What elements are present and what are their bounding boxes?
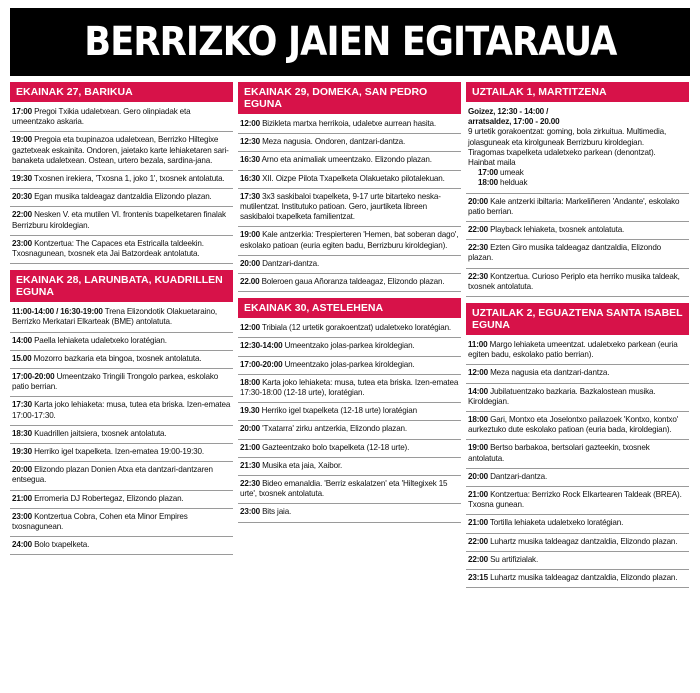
- event-item: [466, 337, 689, 365]
- event-text: helduak: [497, 178, 528, 188]
- event-text: Txosnen irekiera, 'Txosna 1, joko 1', txosnek antolatuta.: [33, 174, 225, 184]
- event-item: [466, 222, 689, 240]
- event-line: [468, 117, 687, 127]
- event-item: [466, 552, 689, 570]
- event-text: Kale antzerki ibiltaria: Markeliñeren 'Andante', eskolako patio berrian.: [468, 196, 680, 216]
- title-banner: [10, 8, 690, 76]
- event-time: 12:00: [240, 323, 260, 333]
- event-item: [238, 152, 461, 170]
- event-item: [466, 440, 689, 468]
- event-item: [466, 570, 689, 588]
- event-time: 22:30: [468, 271, 488, 281]
- event-text: Umeentzako Tringili Trongolo parkea, eskolako patio berrian.: [12, 372, 219, 392]
- event-text: Umeentzako jolas-parkea kiroldegian.: [284, 359, 415, 369]
- event-line: [468, 168, 687, 178]
- event-time: 21:00: [468, 518, 488, 528]
- event-time: 20:00: [12, 465, 32, 475]
- event-text: Mozorro bazkaria eta bingoa, txosnek antolatuta.: [33, 353, 202, 363]
- event-text: Ezten Giro musika taldeagaz dantzaldia, Elizondo plazan.: [468, 243, 662, 263]
- event-text: Musika eta jaia, Xaibor.: [262, 460, 343, 470]
- event-time: 22:30: [240, 479, 260, 489]
- event-item: [10, 537, 233, 555]
- event-time: 23:00: [240, 507, 260, 517]
- event-text: Kontzertua Cobra, Cohen eta Minor Empires txosnagunean.: [12, 511, 188, 532]
- event-item: [466, 469, 689, 487]
- event-time: 18:00: [240, 377, 260, 387]
- event-text: XII. Oizpe Pilota Txapelketa Olakuetako pilotalekuan.: [262, 173, 445, 183]
- event-text: Arno eta animaliak umeentzako. Elizondo plazan.: [261, 155, 432, 165]
- event-item: [10, 236, 233, 264]
- event-item: [466, 365, 689, 383]
- event-item: [10, 351, 233, 369]
- event-text: Kontzertua: The Capaces eta Estricalla taldeekin. Txosnagunean, txosnek eta Jai Batzordeak antolatuta.: [12, 238, 204, 259]
- event-item: [466, 194, 689, 222]
- event-time: arratsaldez, 17:00 - 20.00: [468, 117, 560, 127]
- event-text: Bideo emanaldia. 'Berriz eskalatzen' eta 'Hiltegixek 15 urte', txosnek antolatuta.: [240, 479, 448, 499]
- event-time: 17:30: [240, 191, 260, 201]
- event-text: Gari, Montxo eta Joselontxo pailazoek 'Kontxo, kontxo' aurkeztuko dute eskolako patioan (euria bada, kiroldegian).: [468, 415, 679, 435]
- event-item: [10, 444, 233, 462]
- event-text: Trena Elizondotik Olakuetaraino, Berrizko Merkatari Elkarteak (BME) antolatuta.: [12, 307, 218, 327]
- event-item: [466, 487, 689, 515]
- event-time: 20:00: [468, 471, 488, 481]
- day-header: UZTAILAK 1, MARTITZENA: [466, 82, 689, 102]
- event-text: Kontzertua. Curioso Periplo eta herriko musika taldeak, txosnek antolatuta.: [468, 271, 680, 291]
- event-item: [238, 375, 461, 403]
- event-time: 18:00: [478, 178, 498, 188]
- event-text: Umeentzako jolas-parkea kiroldegian.: [284, 341, 415, 351]
- event-text: Erromeria DJ Robertegaz, Elizondo plazan.: [34, 493, 184, 503]
- event-time: 21:30: [240, 460, 260, 470]
- event-time: 19:00: [240, 230, 260, 240]
- event-item: [10, 397, 233, 425]
- event-text: Egan musika taldeagaz dantzaldia Elizondo plazan.: [34, 192, 212, 202]
- event-text: Bertso barbakoa, bertsolari gazteekin, txosnek antolatuta.: [468, 443, 650, 463]
- event-time: 17:30: [12, 400, 32, 410]
- event-item: [238, 189, 461, 228]
- event-text: Margo lehiaketa umeentzat. udaletxeko parkean (euria egiten badu, eskolako patio berrian).: [468, 340, 678, 360]
- event-text: Kuadrillen jaitsiera, txosnek antolatuta.: [34, 428, 167, 438]
- event-time: 12:00: [240, 119, 260, 128]
- event-text: Herriko igel txapelketa. Izen-ematea 19:00-19:30.: [34, 447, 204, 457]
- event-item: [238, 403, 461, 421]
- event-item: [238, 134, 461, 152]
- day-header: EKAINAK 28, LARUNBATA, KUADRILLEN EGUNA: [10, 270, 233, 302]
- event-time: 14:00: [12, 335, 32, 345]
- event-text: Bits jaia.: [262, 507, 292, 517]
- event-item: [238, 357, 461, 375]
- event-time: 14:00: [468, 386, 488, 396]
- event-item: [10, 369, 233, 397]
- event-time: 19:30: [12, 447, 32, 457]
- event-text: umeak: [497, 168, 524, 178]
- event-text: 3x3 saskibaloi txapelketa, 9-17 urte bitarteko neska-mutilentzat. Institutuko patioan. Gero, jaurtiketa libreen saskibaloi txapelketa familientzat.: [240, 191, 441, 222]
- event-time: 20:30: [12, 192, 32, 202]
- event-line: [468, 107, 687, 117]
- event-item: [238, 440, 461, 458]
- event-item: [10, 132, 233, 171]
- event-text: Su artifizialak.: [490, 554, 539, 564]
- event-text: Dantzari-dantza.: [262, 258, 320, 268]
- event-item: [10, 104, 233, 132]
- event-time: 19.30: [240, 406, 260, 416]
- event-item: [466, 240, 689, 268]
- event-text: Bolo txapelketa.: [34, 540, 90, 550]
- event-item: [238, 116, 461, 134]
- event-time: 11:00: [468, 340, 488, 350]
- event-time: 16:30: [240, 155, 260, 165]
- event-time: 17:00: [12, 107, 32, 116]
- event-time: 21:00: [468, 490, 488, 500]
- event-item: [238, 504, 461, 522]
- event-item: [238, 274, 461, 292]
- event-item: [10, 189, 233, 207]
- event-text: Karta joko lehiaketa: musa, tutea eta briska. Izen-ematea 17:00-17:30.: [12, 400, 231, 420]
- event-text: Tribiala (12 urtetik gorakoentzat) udaletxeko loratégian.: [261, 323, 452, 333]
- event-item: [10, 207, 233, 235]
- day-header: EKAINAK 27, BARIKUA: [10, 82, 233, 102]
- event-time: 16:30: [240, 173, 260, 183]
- event-item: [238, 421, 461, 439]
- day-header: EKAINAK 30, ASTELEHENA: [238, 298, 461, 318]
- event-text: Luhartz musika taldeagaz dantzaldia, Elizondo plazan.: [490, 573, 678, 583]
- event-text: Gazteentzako bolo txapelketa (12-18 urte).: [262, 442, 410, 452]
- day-header: UZTAILAK 2, EGUAZTENA SANTA ISABEL EGUNA: [466, 303, 689, 335]
- event-text: 9 urtetik gorakoentzat: goming, bola zirkuitua. Multimedia, jolasguneak eta kirolguneak Berrizburu kiroldegian.: [468, 127, 667, 147]
- event-time: 20:00: [240, 424, 260, 434]
- event-text: Jubilatuentzako bazkaria. Bazkalostean musika. Kiroldegian.: [468, 386, 656, 406]
- event-time: 22:30: [468, 243, 488, 253]
- event-text: Elizondo plazan Donien Atxa eta dantzari-dantzaren entsegua.: [12, 465, 213, 485]
- event-item: [10, 491, 233, 509]
- event-time: 18:00: [468, 415, 488, 425]
- event-time: 23:00: [12, 511, 32, 521]
- event-line: [468, 178, 687, 188]
- event-line: [468, 148, 687, 158]
- event-time: 12:00: [468, 368, 488, 378]
- event-item: [466, 534, 689, 552]
- event-text: Tiragomas txapelketa udaletxeko parkean (denontzat).: [468, 147, 656, 157]
- event-time: 11:00-14:00 / 16:30-19:00: [12, 307, 103, 317]
- event-text: Paella lehiaketa udaletxeko loratégian.: [34, 335, 167, 345]
- event-item: [238, 338, 461, 356]
- event-time: 12:30-14:00: [240, 341, 283, 351]
- event-text: Nesken V. eta mutilen VI. frontenis txapelketaren finalak Berrizburu kiroldegian.: [12, 210, 226, 230]
- event-text: Pregoia eta txupinazoa udaletxean, Berrizko Hiltegixe gaztetxeak eskainita. Ondoren, jaietako karte lehiaketaren sari-banaketa udaletxean. Ostean, urtero bezala, sardina-jana.: [12, 135, 229, 165]
- event-item: [10, 509, 233, 537]
- event-item: [10, 462, 233, 490]
- event-item: [10, 426, 233, 444]
- event-time: Goizez, 12:30 - 14:00 /: [468, 107, 549, 116]
- event-item: [10, 333, 233, 351]
- event-item: [466, 515, 689, 533]
- column-3: [466, 82, 689, 588]
- event-text: Hainbat maila: [468, 158, 516, 168]
- event-line: [468, 127, 687, 147]
- event-item: [466, 384, 689, 412]
- event-text: Herriko igel txapelketa (12-18 urte) loratégian: [261, 406, 417, 416]
- event-item: [238, 171, 461, 189]
- page-title: BERRIZKO JAIEN EGITARAUA: [83, 19, 617, 65]
- event-time: 22.00: [240, 277, 260, 287]
- event-text: Meza nagusia. Ondoren, dantzari-dantza.: [262, 137, 406, 147]
- event-text: Boleroen gaua Añoranza taldeagaz, Elizondo plazan.: [261, 277, 445, 287]
- event-item: [238, 458, 461, 476]
- event-text: Luhartz musika taldeagaz dantzaldia, Elizondo plazan.: [490, 536, 678, 546]
- event-time: 24:00: [12, 540, 32, 550]
- event-item: [238, 227, 461, 255]
- event-time: 19:30: [12, 174, 32, 184]
- event-text: Kontzertua: Berrizko Rock Elkartearen Taldeak (BREA). Txosna gunean.: [468, 490, 682, 510]
- event-time: 23:00: [12, 238, 32, 248]
- event-item: [238, 476, 461, 504]
- column-2: [238, 82, 461, 523]
- event-text: Meza nagusia eta dantzari-dantza.: [490, 368, 610, 378]
- day-header: EKAINAK 29, DOMEKA, SAN PEDRO EGUNA: [238, 82, 461, 114]
- event-item: [10, 171, 233, 189]
- event-time: 12:30: [240, 137, 260, 147]
- event-time: 17:00-20:00: [12, 372, 55, 382]
- event-time: 21:00: [12, 493, 32, 503]
- event-text: Pregoi Txikia udaletxean. Gero olinpiadak eta umeentzako askaria.: [12, 107, 191, 127]
- event-item: [238, 320, 461, 338]
- event-time: 21:00: [240, 442, 260, 452]
- event-time: 17:00-20:00: [240, 359, 283, 369]
- event-time: 19:00: [12, 135, 32, 145]
- event-text: Playback lehiaketa, txosnek antolatuta.: [490, 225, 625, 235]
- event-item: [10, 304, 233, 332]
- event-text: Bizikleta martxa herrikoia, udaletxe aurrean hasita.: [262, 119, 437, 128]
- column-1: [10, 82, 233, 555]
- event-time: 22:00: [468, 225, 488, 235]
- event-time: 22:00: [468, 554, 488, 564]
- event-time: 17:00: [478, 168, 498, 178]
- event-text: 'Txatarra' zirku antzerkia, Elizondo plazan.: [262, 424, 408, 434]
- event-item: [466, 269, 689, 297]
- event-time: 19:00: [468, 443, 488, 453]
- event-line: [468, 158, 687, 168]
- event-time: 20:00: [468, 196, 488, 206]
- event-item: [466, 104, 689, 194]
- event-time: 22:00: [468, 536, 488, 546]
- event-text: Tortilla lehiaketa udaletxeko loratégian.: [489, 518, 624, 528]
- event-time: 22:00: [12, 210, 32, 220]
- event-time: 18:30: [12, 428, 32, 438]
- event-item: [238, 256, 461, 274]
- event-item: [466, 412, 689, 440]
- event-text: Kale antzerkia: Trespierteren 'Hemen, bat soberan dago', eskolako patioan (euria egiten badu, Berrizburu kiroldegian).: [240, 230, 459, 250]
- event-text: Dantzari-dantza.: [490, 471, 548, 481]
- event-time: 15.00: [12, 353, 32, 363]
- event-time: 23:15: [468, 573, 488, 583]
- event-text: Karta joko lehiaketa: musa, tutea eta briska. Izen-ematea 17:30-18:00 (12-18 urte), loratégian.: [240, 377, 459, 398]
- event-time: 20:00: [240, 258, 260, 268]
